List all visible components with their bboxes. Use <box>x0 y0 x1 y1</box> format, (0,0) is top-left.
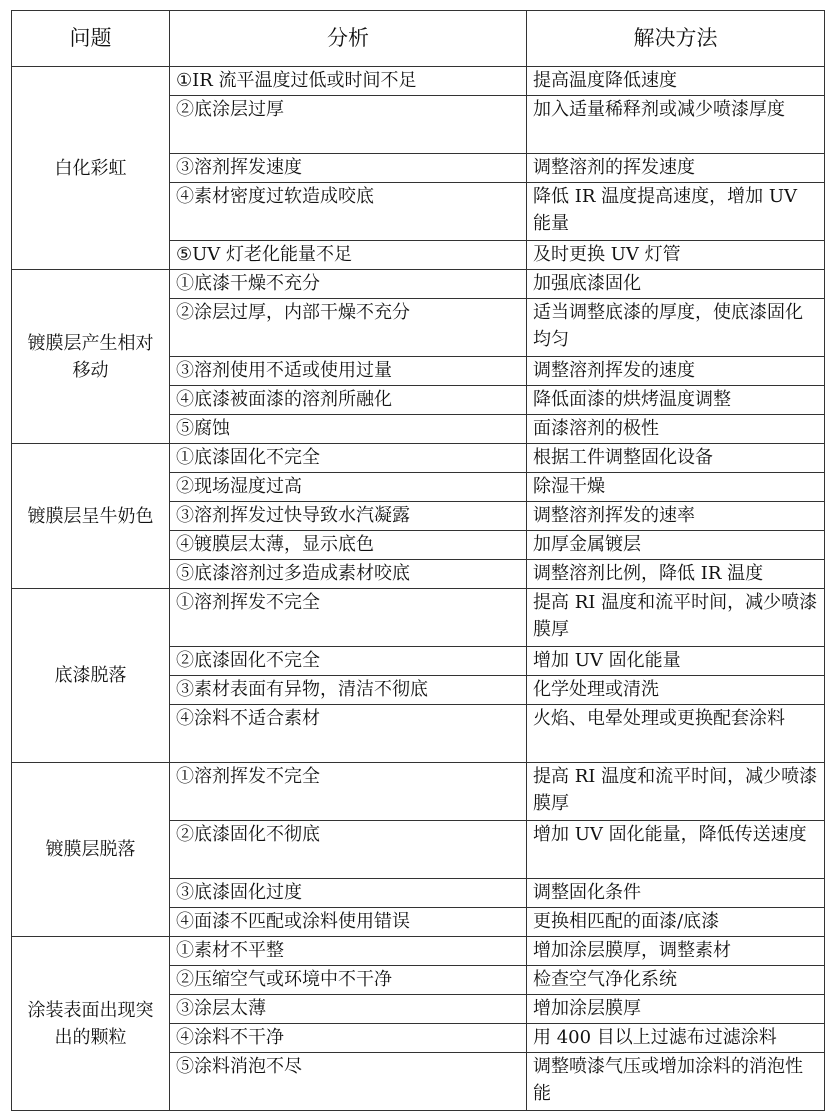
solution-cell: 调整喷漆气压或增加涂料的消泡性能 <box>527 1053 825 1111</box>
solution-cell: 调整溶剂挥发的速度 <box>527 357 825 386</box>
solution-cell: 调整溶剂比例，降低 IR 温度 <box>527 560 825 589</box>
analysis-cell: ②涂层过厚，内部干燥不充分 <box>170 299 527 357</box>
solution-cell: 降低 IR 温度提高速度，增加 UV 能量 <box>527 183 825 241</box>
solution-cell: 增加涂层膜厚 <box>527 995 825 1024</box>
analysis-cell: ①底漆干燥不充分 <box>170 270 527 299</box>
analysis-cell: ④涂料不适合素材 <box>170 705 527 763</box>
solution-cell: 加强底漆固化 <box>527 270 825 299</box>
table-row <box>12 67 825 96</box>
analysis-cell: ①素材不平整 <box>170 937 527 966</box>
analysis-cell: ③涂层太薄 <box>170 995 527 1024</box>
solution-cell: 提高 RI 温度和流平时间，减少喷漆膜厚 <box>527 589 825 647</box>
problem-cell: 镀膜层产生相对移动 <box>12 270 170 444</box>
problem-cell: 镀膜层脱落 <box>12 763 170 937</box>
header-problem: 问题 <box>12 11 170 67</box>
analysis-cell: ⑤UV 灯老化能量不足 <box>170 241 527 270</box>
analysis-cell: ④面漆不匹配或涂料使用错误 <box>170 908 527 937</box>
table-row <box>12 444 825 473</box>
analysis-cell: ④涂料不干净 <box>170 1024 527 1053</box>
analysis-cell: ②压缩空气或环境中不干净 <box>170 966 527 995</box>
solution-cell: 面漆溶剂的极性 <box>527 415 825 444</box>
problem-cell: 涂装表面出现突出的颗粒 <box>12 937 170 1111</box>
solution-cell: 调整溶剂挥发的速率 <box>527 502 825 531</box>
header-analysis: 分析 <box>170 11 527 67</box>
analysis-cell: ③溶剂挥发过快导致水汽凝露 <box>170 502 527 531</box>
solution-cell: 加入适量稀释剂或减少喷漆厚度 <box>527 96 825 154</box>
solution-cell: 根据工件调整固化设备 <box>527 444 825 473</box>
analysis-cell: ②底漆固化不彻底 <box>170 821 527 879</box>
analysis-cell: ①溶剂挥发不完全 <box>170 763 527 821</box>
solution-cell: 降低面漆的烘烤温度调整 <box>527 386 825 415</box>
analysis-cell: ⑤涂料消泡不尽 <box>170 1053 527 1111</box>
table-row <box>12 763 825 821</box>
solution-cell: 更换相匹配的面漆/底漆 <box>527 908 825 937</box>
troubleshooting-table <box>11 10 825 1111</box>
solution-cell: 适当调整底漆的厚度，使底漆固化均匀 <box>527 299 825 357</box>
solution-cell: 检查空气净化系统 <box>527 966 825 995</box>
analysis-cell: ③素材表面有异物，清洁不彻底 <box>170 676 527 705</box>
analysis-cell: ③底漆固化过度 <box>170 879 527 908</box>
solution-cell: 提高温度降低速度 <box>527 67 825 96</box>
problem-cell: 底漆脱落 <box>12 589 170 763</box>
solution-cell: 调整固化条件 <box>527 879 825 908</box>
solution-cell: 加厚金属镀层 <box>527 531 825 560</box>
table-row <box>12 270 825 299</box>
solution-cell: 增加 UV 固化能量，降低传送速度 <box>527 821 825 879</box>
analysis-cell: ①溶剂挥发不完全 <box>170 589 527 647</box>
analysis-cell: ④素材密度过软造成咬底 <box>170 183 527 241</box>
table-row <box>12 937 825 966</box>
problem-cell: 白化彩虹 <box>12 67 170 270</box>
solution-cell: 火焰、电晕处理或更换配套涂料 <box>527 705 825 763</box>
solution-cell: 提高 RI 温度和流平时间，减少喷漆膜厚 <box>527 763 825 821</box>
solution-cell: 及时更换 UV 灯管 <box>527 241 825 270</box>
analysis-cell: ②底涂层过厚 <box>170 96 527 154</box>
solution-cell: 除湿干燥 <box>527 473 825 502</box>
solution-cell: 增加 UV 固化能量 <box>527 647 825 676</box>
solution-cell: 调整溶剂的挥发速度 <box>527 154 825 183</box>
header-row <box>12 11 825 67</box>
analysis-cell: ③溶剂挥发速度 <box>170 154 527 183</box>
table-row <box>12 589 825 647</box>
analysis-cell: ④镀膜层太薄，显示底色 <box>170 531 527 560</box>
analysis-cell: ③溶剂使用不适或使用过量 <box>170 357 527 386</box>
analysis-cell: ①IR 流平温度过低或时间不足 <box>170 67 527 96</box>
analysis-cell: ⑤腐蚀 <box>170 415 527 444</box>
solution-cell: 用 400 目以上过滤布过滤涂料 <box>527 1024 825 1053</box>
problem-cell: 镀膜层呈牛奶色 <box>12 444 170 589</box>
analysis-cell: ④底漆被面漆的溶剂所融化 <box>170 386 527 415</box>
analysis-cell: ②底漆固化不完全 <box>170 647 527 676</box>
solution-cell: 增加涂层膜厚，调整素材 <box>527 937 825 966</box>
analysis-cell: ②现场湿度过高 <box>170 473 527 502</box>
table-body <box>12 67 825 1111</box>
header-solution: 解决方法 <box>527 11 825 67</box>
solution-cell: 化学处理或清洗 <box>527 676 825 705</box>
analysis-cell: ⑤底漆溶剂过多造成素材咬底 <box>170 560 527 589</box>
analysis-cell: ①底漆固化不完全 <box>170 444 527 473</box>
